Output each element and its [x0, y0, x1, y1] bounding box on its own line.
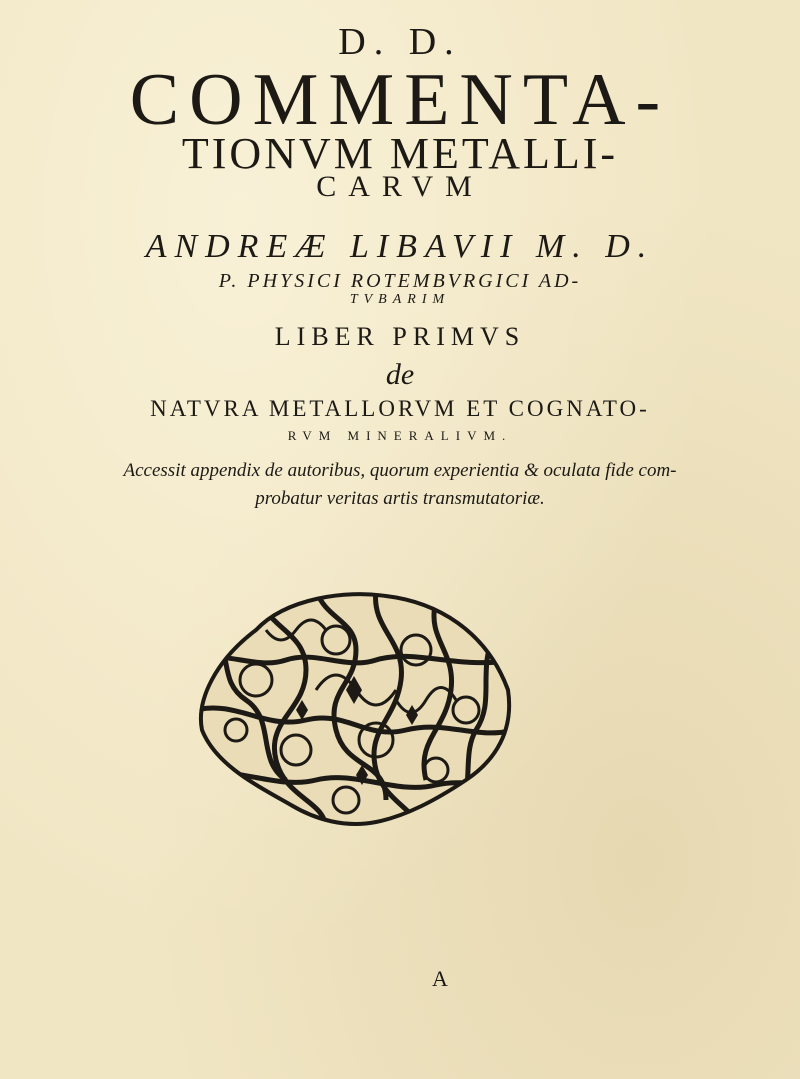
subject-line-1: NATVRA METALLORVM ET COGNATO-: [150, 396, 650, 421]
preposition-de: de: [385, 358, 415, 391]
author-name: ANDREÆ LIBAVII M. D.: [145, 228, 655, 265]
title-line-1: COMMENTA-: [129, 59, 671, 141]
subject-line-2: RVM MINERALIVM.: [287, 428, 513, 443]
signature-mark: A: [432, 966, 448, 991]
appendix-line-1: Accessit appendix de autoribus, quorum experientia & oculata fide com-: [123, 460, 677, 481]
author-role-line-2: TVBARIM: [349, 292, 451, 307]
title-line-2: TIONVM METALLI-: [181, 129, 619, 178]
book-number: LIBER PRIMVS: [274, 322, 526, 351]
printers-ornament-icon: [196, 590, 514, 830]
appendix-line-2: probatur veritas artis transmutatoriæ.: [255, 488, 545, 509]
title-line-3: CARVM: [316, 170, 484, 203]
author-role-line-1: P. PHYSICI ROTEMBVRGICI AD-: [218, 270, 582, 292]
dedication: D. D.: [338, 21, 462, 63]
